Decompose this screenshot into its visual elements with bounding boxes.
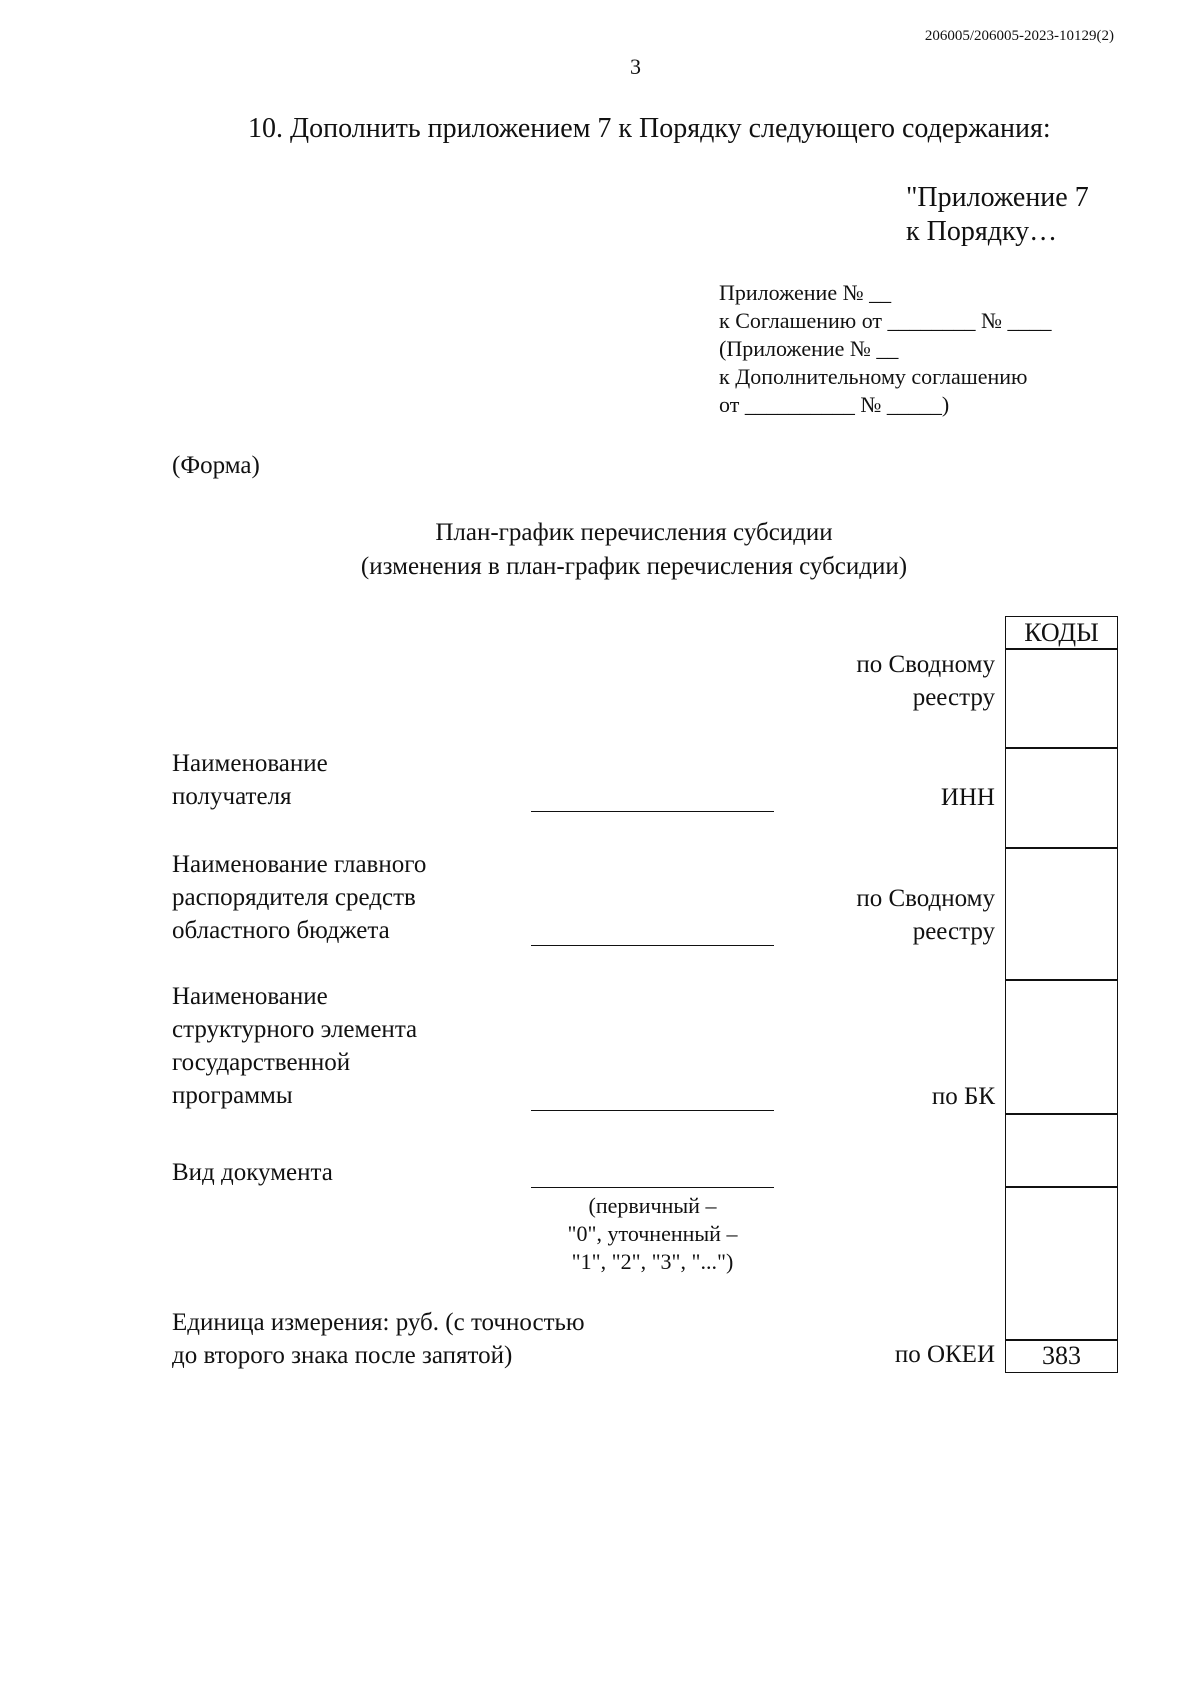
svod-reestr-label-1: по Сводному <box>856 651 995 678</box>
annex-line4: к Дополнительному соглашению <box>719 364 1028 389</box>
gpbs-svod-label-2: реестру <box>912 918 995 945</box>
codes-header: КОДЫ <box>1005 616 1118 650</box>
recipient-label-2: получателя <box>172 783 292 810</box>
struct-label-1: Наименование <box>172 983 328 1010</box>
struct-element-field[interactable] <box>531 1110 774 1111</box>
form-subtitle: (изменения в план-график перечисления субсидии) <box>360 553 908 580</box>
svod-reestr-label-2: реестру <box>912 684 995 711</box>
gpbs-label-3: областного бюджета <box>172 917 390 944</box>
annex-line2: к Соглашению от ________ № ____ <box>719 308 1052 333</box>
gpbs-name-field[interactable] <box>531 945 774 946</box>
gpbs-label-2: распорядителя средств <box>172 884 416 911</box>
annex-line3: (Приложение № __ <box>719 336 899 361</box>
recipient-name-field[interactable] <box>531 811 774 812</box>
code-cell-svod-reestr[interactable] <box>1005 648 1118 749</box>
page-number: 3 <box>630 54 641 79</box>
appendix-ref-line1: "Приложение 7 <box>906 182 1089 213</box>
doc-type-field[interactable] <box>531 1187 774 1188</box>
instruction-text: 10. Дополнить приложением 7 к Порядку следующего содержания: <box>248 113 1051 144</box>
appendix-ref-line2: к Порядку… <box>906 216 1058 247</box>
code-cell-doc-type[interactable] <box>1005 1186 1118 1341</box>
struct-label-3: государственной <box>172 1049 351 1076</box>
code-cell-struct-element[interactable] <box>1005 979 1118 1115</box>
document-id: 206005/206005-2023-10129(2) <box>924 28 1114 44</box>
recipient-label-1: Наименование <box>172 750 328 777</box>
struct-label-4: программы <box>172 1082 293 1109</box>
bk-label: по БК <box>931 1083 995 1110</box>
unit-label-1: Единица измерения: руб. (с точностью <box>172 1309 585 1336</box>
inn-label: ИНН <box>940 784 995 811</box>
okei-label: по ОКЕИ <box>894 1341 995 1368</box>
doc-type-note-3: "1", "2", "3", "...") <box>571 1249 734 1274</box>
gpbs-svod-label-1: по Сводному <box>856 885 995 912</box>
unit-label-2: до второго знака после запятой) <box>172 1342 513 1369</box>
annex-line5: от __________ № _____) <box>719 392 950 417</box>
doc-type-note-1: (первичный – <box>588 1193 717 1218</box>
code-cell-bk[interactable] <box>1005 1113 1118 1188</box>
code-cell-okei: 383 <box>1005 1339 1118 1373</box>
form-label: (Форма) <box>172 452 260 479</box>
gpbs-label-1: Наименование главного <box>172 851 427 878</box>
form-title: План-график перечисления субсидии <box>435 519 833 546</box>
doc-type-label: Вид документа <box>172 1159 333 1186</box>
annex-line1: Приложение № __ <box>719 280 892 305</box>
doc-type-note-2: "0", уточненный – <box>567 1221 738 1246</box>
code-cell-inn[interactable] <box>1005 747 1118 849</box>
code-cell-svod-reestr-gpbs[interactable] <box>1005 847 1118 981</box>
struct-label-2: структурного элемента <box>172 1016 418 1043</box>
